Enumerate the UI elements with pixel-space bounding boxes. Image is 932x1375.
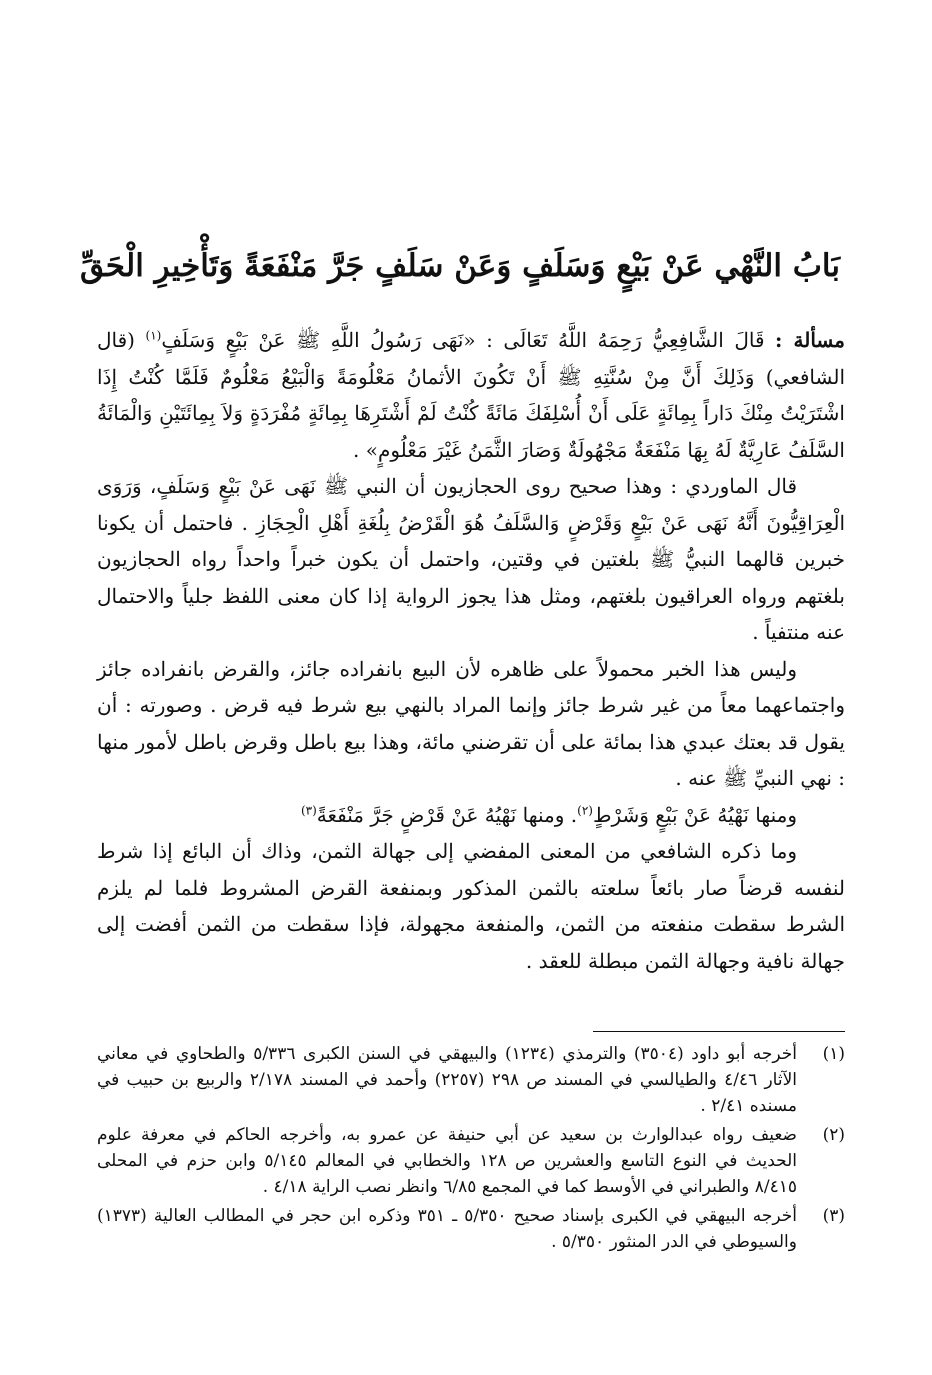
footnote-ref-1[interactable]: (١)	[145, 328, 162, 343]
footnote	[97, 1122, 845, 1200]
footnote	[97, 1041, 845, 1119]
footnote-text: أخرجه البيهقي في الكبرى بإسناد صحيح ٥/٣٥٠ ـ ٣٥١ وذكره ابن حجر في المطالب العالية (١٣٧٣) والسيوطي في الدر المنثور ٥/٣٥٠ .	[97, 1206, 797, 1252]
reason-text-2: . ومنها نَهْيُهُ عَنْ قَرْضٍ جَرَّ مَنْفَعَةً	[316, 802, 578, 827]
reason-text-1: ومنها نَهْيُهُ عَنْ بَيْعٍ وَشَرْطٍ	[592, 802, 797, 827]
paragraph-explanation: وليس هذا الخبر محمولاً على ظاهره لأن البيع بانفراده جائز، والقرض بانفراده جائز واجتماعهما معاً من غير شرط جائز وإنما المراد بالنهي بيع شرط فيه قرض . وصورته : أن يقول قد بعتك عبدي هذا بمائة على أن تقرضني مائة، وهذا بيع باطل وقرض باطل لأمور منها : نهي النبيِّ ﷺ عنه .	[97, 656, 845, 790]
paragraph-mawardi: قال الماوردي : وهذا صحيح روى الحجازيون أن النبي ﷺ نَهَى عَنْ بَيْعٍ وَسَلَفٍ، وَرَوَى الْعِرَاقِيُّونَ أَنَّهُ نَهَى عَنْ بَيْعٍ وَقَرْضٍ وَالسَّلَفُ هُوَ الْقَرْضُ بِلُغَةِ أَهْلِ الْحِجَازِ . فاحتمل أن يكونا خبرين قالهما النبيُّ ﷺ بلغتين في وقتين، واحتمل أن يكون خبراً واحداً رواه الحجازيون بلغتهم ورواه العراقيون بلغتهم، ومثل هذا يجوز الرواية إذا كان معنى اللفظ جلياً والاحتمال عنه منتفياً .	[97, 474, 845, 644]
paragraph-masala	[97, 322, 845, 468]
footnote-text: أخرجه أبو داود (٣٥٠٤) والترمذي (١٢٣٤) والبيهقي في السنن الكبرى ٥/٣٣٦ والطحاوي في معاني الآثار ٤/٤٦ والطيالسي في المسند ص ٢٩٨ (٢٢٥٧) وأحمد في المسند ٢/١٧٨ والربيع بن حبيب في مسنده ٢/٤١ .	[97, 1044, 798, 1116]
footnote-ref-2[interactable]: (٢)	[577, 802, 593, 817]
footnotes	[97, 1041, 845, 1258]
main-text	[97, 322, 845, 979]
shafii-quote-cont: (قال الشافعي) وَذَلِكَ أَنَّ مِنْ سُنَّتِهِ ﷺ أَنْ تَكُونَ الأثمانُ مَعْلُومَةً وَالْبَيْعُ مَعْلُومٌ فَلَمَّا كُنْتُ إِذَا اشْتَرَيْتُ مِنْكَ دَاراً بِمِائَةٍ عَلَى أَنْ أُسْلِفَكَ مَائَةً كُنْتُ لَمْ أَشْتَرِهَا بِمِائَةٍ مُفْرَدَةٍ وَلاَ بِمِائَتَيْنِ وَالْمَائَةُ السَّلَفُ عَارِيَّةٌ لَهُ بِهَا مَنْفَعَةٌ مَجْهُولَةٌ وَصَارَ الثَّمَنُ غَيْرَ مَعْلُومٍ» .	[97, 328, 845, 462]
footnote-number: (٣)	[822, 1206, 845, 1226]
footnote-number: (٢)	[822, 1125, 845, 1145]
footnote-divider	[593, 1031, 845, 1032]
paragraph-conclusion: وما ذكره الشافعي من المعنى المفضي إلى جهالة الثمن، وذاك أن البائع إذا شرط لنفسه قرضاً صار بائعاً سلعته بالثمن المذكور وبمنفعة القرض المشروط فلما لم يلزم الشرط سقطت منفعته من الثمن، والمنفعة مجهولة، فإذا سقطت من الثمن أفضت إلى جهالة نافية وجهالة الثمن مبطلة للعقد .	[97, 839, 845, 973]
shafii-quote: قَالَ الشَّافِعِيُّ رَحِمَهُ اللَّهُ تَعَالَى : «نَهَى رَسُولُ اللَّهِ ﷺ عَنْ بَيْعٍ وَسَلَفٍ	[161, 328, 765, 352]
footnote-ref-3[interactable]: (٣)	[300, 802, 317, 817]
footnote-text: ضعيف رواه عبدالوارث بن سعيد عن أبي حنيفة عن عمرو به، وأخرجه الحاكم في معرفة علوم الحديث في النوع التاسع والعشرين ص ١٢٨ والخطابي في المعالم ٥/١٤٥ وابن حزم في المحلى ٨/٤١٥ والطبراني في الأوسط كما في المجمع ٦/٨٥ وانظر نصب الراية ٤/١٨ .	[97, 1125, 797, 1197]
chapter-heading: بَابُ النَّهْي عَنْ بَيْعٍ وَسَلَفٍ وَعَنْ سَلَفٍ جَرَّ مَنْفَعَةً وَتَأْخِيرِ الْحَقِّ	[79, 248, 840, 284]
masala-label: مسألة :	[775, 328, 845, 352]
footnote	[97, 1203, 845, 1255]
paragraph-reasons	[97, 797, 845, 834]
footnote-number: (١)	[822, 1044, 845, 1064]
